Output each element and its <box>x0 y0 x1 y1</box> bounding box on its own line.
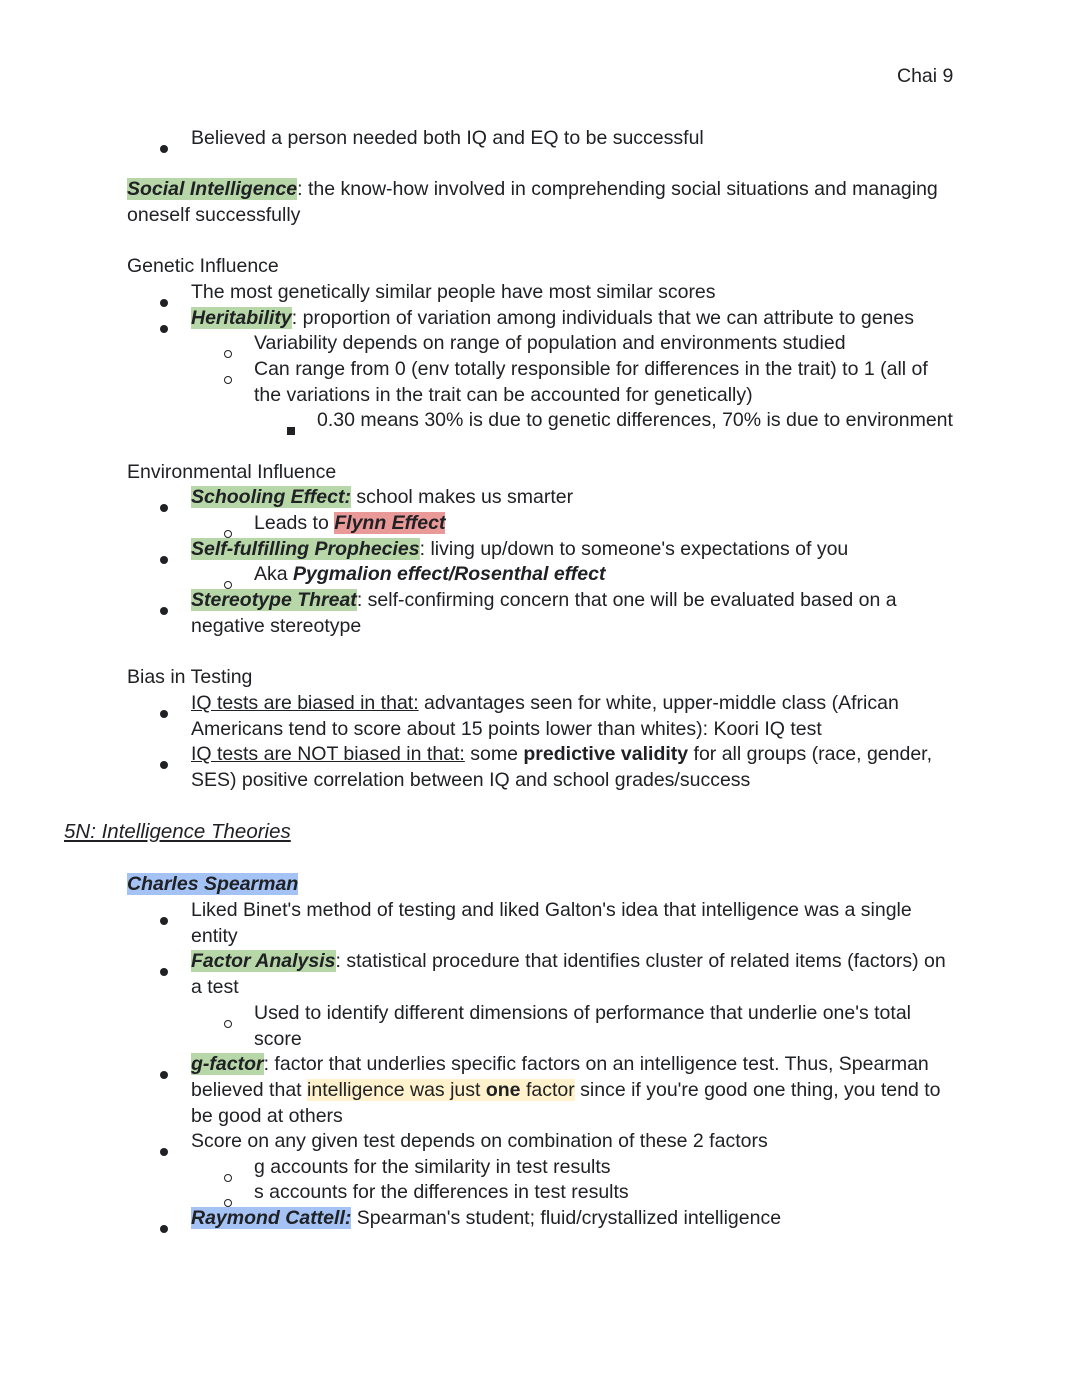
bias-line-2 <box>191 742 932 768</box>
bullet-icon <box>160 1215 168 1241</box>
bullet-icon <box>160 907 168 933</box>
bullet-icon <box>160 1138 168 1164</box>
social-intelligence-def: : the know-how involved in comprehending social situations and managing <box>297 178 938 200</box>
stereotype-threat-def: : self-confirming concern that one will be evaluated based on a <box>356 589 897 611</box>
square-bullet-icon <box>287 417 295 443</box>
stereotype-line <box>191 588 897 614</box>
flynn-prefix: Leads to <box>254 512 335 534</box>
self-fulfilling-def: : living up/down to someone's expectations of you <box>419 538 849 560</box>
raymond-cattell-term: Raymond Cattell: <box>191 1207 352 1229</box>
g-factor-cont: be good at others <box>191 1105 343 1127</box>
spearman-heading: Charles Spearman <box>127 873 299 895</box>
hollow-bullet-icon <box>224 366 232 392</box>
spearman-bullet-1-cont: entity <box>191 925 238 947</box>
bias-heading: Bias in Testing <box>127 666 253 688</box>
bullet-icon <box>160 289 168 315</box>
g-factor-pre: believed that <box>191 1079 308 1101</box>
hollow-bullet-icon <box>224 1010 232 1036</box>
heritability-term: Heritability <box>191 307 292 329</box>
page-number: Chai 9 <box>897 65 954 87</box>
genetic-sub-2-cont: the variations in the trait can be accounted for genetically) <box>254 384 753 406</box>
spearman-heading-line <box>127 872 298 898</box>
spearman-bullet-1: Liked Binet's method of testing and liked Galton's idea that intelligence was a single <box>191 899 912 921</box>
factor-analysis-def: : statistical procedure that identifies cluster of related items (factors) on <box>335 950 946 972</box>
g-factor-term: g-factor <box>191 1053 264 1075</box>
flynn-line <box>254 511 445 537</box>
factor-analysis-line <box>191 949 946 975</box>
pygmalion-line <box>254 562 605 588</box>
self-fulfilling-line <box>191 537 848 563</box>
g-factor-def: : factor that underlies specific factors on an intelligence test. Thus, Spearman <box>263 1053 929 1075</box>
not-biased-text: for all groups (race, gender, <box>688 743 933 765</box>
social-intelligence-line <box>127 177 938 203</box>
top-bullet-text: Believed a person needed both IQ and EQ to be successful <box>191 127 704 149</box>
schooling-effect-def: school makes us smarter <box>350 486 574 508</box>
genetic-heading: Genetic Influence <box>127 255 279 277</box>
bullet-icon <box>160 958 168 984</box>
bullet-icon <box>160 597 168 623</box>
bias-line-1-cont: Americans tend to score about 15 points lower than whites): Koori IQ test <box>191 718 822 740</box>
score-bullet: Score on any given test depends on combination of these 2 factors <box>191 1130 768 1152</box>
not-biased-mid: some <box>464 743 524 765</box>
g-factor-line <box>191 1052 929 1078</box>
genetic-sub-1: Variability depends on range of population and environments studied <box>254 332 846 354</box>
predictive-validity-term: predictive validity <box>523 743 689 765</box>
heritability-line <box>191 306 914 332</box>
environmental-heading: Environmental Influence <box>127 461 337 483</box>
heritability-def: : proportion of variation among individuals that we can attribute to genes <box>291 307 914 329</box>
section-title: 5N: Intelligence Theories <box>64 820 291 843</box>
flynn-effect-term: Flynn Effect <box>334 512 446 534</box>
factor-sub-1-cont: score <box>254 1028 302 1050</box>
schooling-effect-term: Schooling Effect: <box>191 486 351 508</box>
bias-line-2-cont: SES) positive correlation between IQ and school grades/success <box>191 769 751 791</box>
one-factor-highlight <box>307 1079 575 1101</box>
g-accounts: g accounts for the similarity in test results <box>254 1156 611 1178</box>
pygmalion-prefix: Aka <box>254 563 294 585</box>
genetic-bullet-1: The most genetically similar people have most similar scores <box>191 281 716 303</box>
one-factor-a: intelligence was just <box>307 1079 486 1101</box>
factor-analysis-cont: a test <box>191 976 239 998</box>
genetic-sub-2: Can range from 0 (env totally responsible for differences in the trait) to 1 (all of <box>254 358 928 380</box>
bias-line-1 <box>191 691 899 717</box>
social-intelligence-def-cont: oneself successfully <box>127 204 301 226</box>
bullet-icon <box>160 751 168 777</box>
stereotype-threat-term: Stereotype Threat <box>191 589 357 611</box>
bullet-icon <box>160 315 168 341</box>
stereotype-cont: negative stereotype <box>191 615 362 637</box>
self-fulfilling-term: Self-fulfilling Prophecies <box>191 538 420 560</box>
one-factor-bold: one <box>485 1079 521 1101</box>
hollow-bullet-icon <box>224 340 232 366</box>
bullet-icon <box>160 546 168 572</box>
factor-analysis-term: Factor Analysis <box>191 950 336 972</box>
not-biased-label: IQ tests are NOT biased in that: <box>191 743 465 765</box>
bullet-icon <box>160 135 168 161</box>
g-factor-post: since if you're good one thing, you tend to <box>574 1079 941 1101</box>
s-accounts: s accounts for the differences in test results <box>254 1181 629 1203</box>
factor-sub-1: Used to identify different dimensions of performance that underlie one's total <box>254 1002 911 1024</box>
g-factor-line-2 <box>191 1078 941 1104</box>
bullet-icon <box>160 700 168 726</box>
pygmalion-term: Pygmalion effect/Rosenthal effect <box>293 563 606 585</box>
hollow-bullet-icon <box>224 1164 232 1190</box>
schooling-line <box>191 485 573 511</box>
cattell-def: Spearman's student; fluid/crystallized intelligence <box>351 1207 782 1229</box>
one-factor-c: factor <box>520 1079 575 1101</box>
cattell-line <box>191 1206 781 1232</box>
biased-label: IQ tests are biased in that: <box>191 692 419 714</box>
bullet-icon <box>160 494 168 520</box>
bullet-icon <box>160 1061 168 1087</box>
biased-text: advantages seen for white, upper-middle class (African <box>418 692 899 714</box>
social-intelligence-term: Social Intelligence <box>127 178 298 200</box>
genetic-subsub-1: 0.30 means 30% is due to genetic differences, 70% is due to environment <box>317 409 953 431</box>
